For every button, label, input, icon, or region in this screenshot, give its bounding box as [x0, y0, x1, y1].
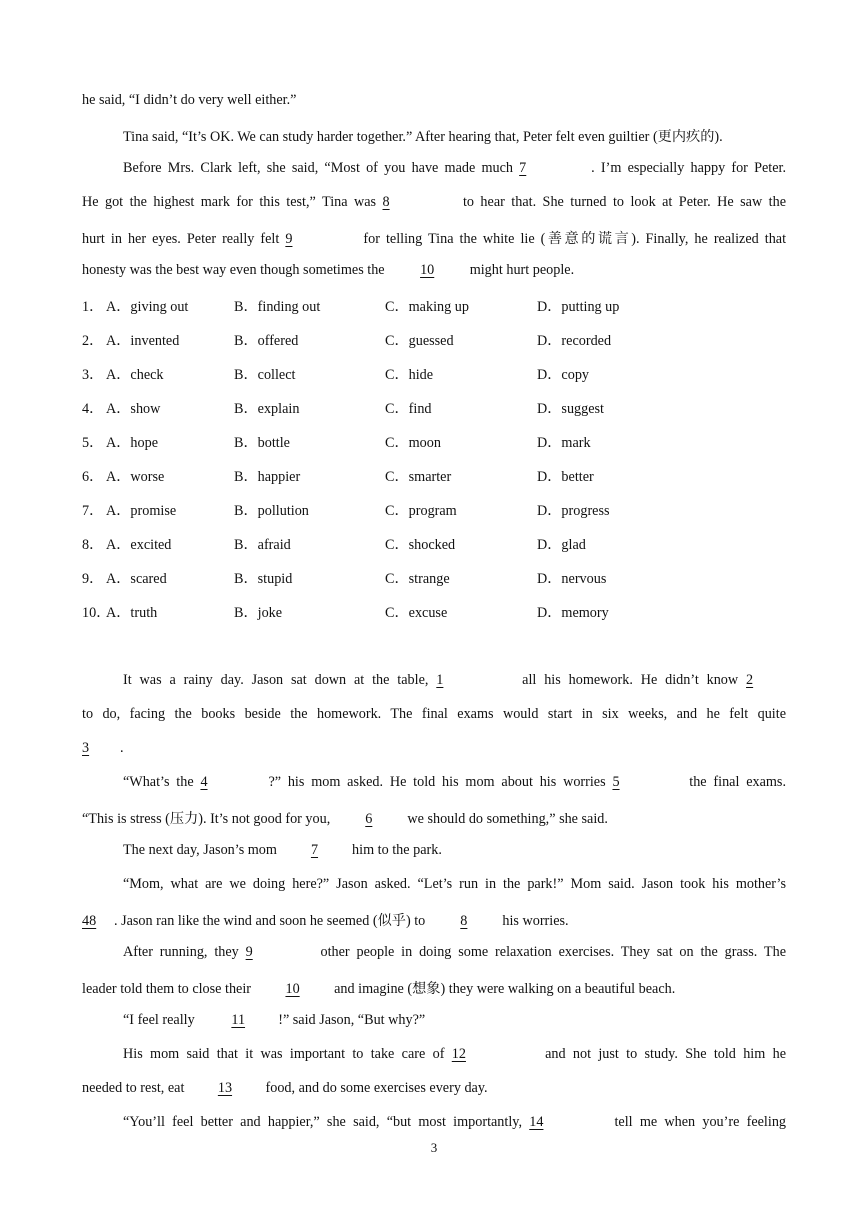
question-number: 5．	[82, 435, 104, 451]
blank: 8	[382, 194, 390, 210]
option-a: A．promise	[106, 503, 177, 519]
passage2-line	[123, 672, 786, 689]
option-a: A．scared	[106, 571, 167, 587]
text-segment: “What’s the	[123, 774, 194, 790]
option-d: D．mark	[537, 435, 591, 451]
option-row	[82, 364, 786, 384]
question-number: 1．	[82, 299, 104, 315]
option-c: C．hide	[385, 367, 434, 383]
passage2-line	[82, 1080, 786, 1097]
option-b: B．joke	[234, 605, 283, 621]
blank: 6	[365, 811, 373, 827]
option-row	[82, 296, 786, 316]
option-c: C．find	[385, 401, 432, 417]
passage2-line: to do, facing the books beside the homework. The final exams would start in six weeks, and he felt quite	[82, 706, 786, 722]
text-segment: . I’m especially happy for Peter.	[591, 160, 787, 176]
option-d: D．copy	[537, 367, 590, 383]
blank: 3	[82, 740, 90, 756]
passage1-line	[82, 228, 786, 248]
option-b: B．afraid	[234, 537, 291, 553]
text-segment: It was a rainy day. Jason sat down at the table,	[123, 672, 429, 688]
option-row	[82, 500, 786, 520]
text-segment: honesty was the best way even though sometimes the	[82, 262, 385, 278]
text-segment: all his homework. He didn’t know	[522, 672, 739, 688]
passage2-line	[123, 774, 786, 791]
passage2-line	[82, 808, 786, 828]
question-number: 4．	[82, 401, 104, 417]
blank: 14	[529, 1114, 544, 1130]
option-b: B．explain	[234, 401, 300, 417]
blank: 9	[285, 231, 293, 247]
blank: 1	[436, 672, 444, 688]
question-number: 3．	[82, 367, 104, 383]
option-d: D．recorded	[537, 333, 612, 349]
text-segment: needed to rest, eat	[82, 1080, 185, 1096]
option-a: A．truth	[106, 605, 158, 621]
text-segment: food, and do some exercises every day.	[265, 1080, 488, 1096]
text-segment: for telling Tina the white lie (善意的谎言). Finally, he realized that	[363, 231, 787, 247]
option-a: A．worse	[106, 469, 165, 485]
blank: 7	[310, 842, 319, 858]
text-segment: to hear that. She turned to look at Peter. He saw the	[462, 194, 786, 210]
text-segment: the final exams.	[689, 774, 787, 790]
option-a: A．show	[106, 401, 161, 417]
option-a: A．check	[106, 367, 164, 383]
passage2-line	[82, 978, 786, 998]
text-segment: and not just to study. She told him he	[545, 1046, 786, 1062]
option-a: A．invented	[106, 333, 180, 349]
option-d: D．memory	[537, 605, 609, 621]
text-segment: might hurt people.	[469, 262, 575, 278]
passage1-line: he said, “I didn’t do very well either.”	[82, 92, 297, 108]
option-d: D．suggest	[537, 401, 604, 417]
option-row	[82, 602, 786, 622]
text-segment: hurt in her eyes. Peter really felt	[82, 231, 280, 247]
passage2-line	[123, 1114, 786, 1131]
option-d: D．putting up	[537, 299, 620, 315]
question-number: 6．	[82, 469, 104, 485]
text-segment: ?” his mom asked. He told his mom about his worries	[268, 774, 606, 790]
option-c: C．excuse	[385, 605, 448, 621]
text-segment: “This is stress (压力). It’s not good for you,	[82, 811, 331, 827]
option-d: D．glad	[537, 537, 586, 553]
option-c: C．moon	[385, 435, 441, 451]
question-number: 8．	[82, 537, 104, 553]
option-row	[82, 398, 786, 418]
option-c: C．strange	[385, 571, 450, 587]
blank: 10	[285, 981, 300, 997]
option-c: C．guessed	[385, 333, 454, 349]
question-number: 7．	[82, 503, 104, 519]
text-segment: his worries.	[502, 913, 569, 929]
question-number: 2．	[82, 333, 104, 349]
option-c: C．program	[385, 503, 457, 519]
option-c: C．making up	[385, 299, 469, 315]
blank: 13	[217, 1080, 233, 1096]
passage1-line	[82, 194, 786, 211]
option-row	[82, 568, 786, 588]
text-segment: After running, they	[123, 944, 239, 960]
text-segment: tell me when you’re feeling	[614, 1114, 787, 1130]
text-segment: His mom said that it was important to take care of	[123, 1046, 445, 1062]
passage2-line	[123, 842, 786, 859]
text-segment: “I feel really	[123, 1012, 195, 1028]
option-b: B．pollution	[234, 503, 309, 519]
option-d: D．progress	[537, 503, 610, 519]
text-segment: He got the highest mark for this test,” Tina was	[82, 194, 377, 210]
option-a: A．giving out	[106, 299, 189, 315]
text-segment: !” said Jason, “But why?”	[278, 1012, 426, 1028]
blank: 12	[451, 1046, 466, 1062]
blank: 8	[460, 913, 468, 929]
option-b: B．collect	[234, 367, 296, 383]
passage2-line	[123, 944, 786, 961]
question-number: 10．	[82, 605, 111, 621]
text-segment: .	[120, 740, 124, 756]
passage2-line	[82, 910, 786, 930]
text-segment: . Jason ran like the wind and soon he seemed (似乎) to	[114, 913, 426, 929]
blank: 5	[612, 774, 620, 790]
passage2-line	[123, 1046, 786, 1063]
option-row	[82, 330, 786, 350]
option-b: B．bottle	[234, 435, 290, 451]
passage2-line: “Mom, what are we doing here?” Jason asked. “Let’s run in the park!” Mom said. Jason took his mother’s	[123, 876, 786, 892]
option-b: B．finding out	[234, 299, 321, 315]
passage1-line: Tina said, “It’s OK. We can study harder together.” After hearing that, Peter felt even guiltier (更内疚的).	[123, 129, 723, 145]
option-b: B．offered	[234, 333, 299, 349]
option-row	[82, 466, 786, 486]
text-segment: other people in doing some relaxation exercises. They sat on the grass. The	[320, 944, 786, 960]
option-b: B．happier	[234, 469, 301, 485]
option-row	[82, 432, 786, 452]
option-b: B．stupid	[234, 571, 293, 587]
text-segment: leader told them to close their	[82, 981, 252, 997]
option-row	[82, 534, 786, 554]
blank: 7	[519, 160, 527, 176]
blank: 10	[420, 262, 435, 278]
text-segment: him to the park.	[352, 842, 442, 858]
passage1-line	[123, 160, 786, 177]
passage2-line	[123, 1012, 786, 1029]
option-c: C．shocked	[385, 537, 456, 553]
passage1-line	[82, 262, 786, 279]
question-number: 9．	[82, 571, 104, 587]
option-a: A．hope	[106, 435, 159, 451]
text-segment: and imagine (想象) they were walking on a beautiful beach.	[334, 981, 676, 997]
blank: 9	[245, 944, 253, 960]
blank: 4	[200, 774, 208, 790]
option-d: D．better	[537, 469, 594, 485]
text-segment: we should do something,” she said.	[407, 811, 608, 827]
text-segment: “You’ll feel better and happier,” she said, “but most importantly,	[123, 1114, 523, 1130]
option-c: C．smarter	[385, 469, 452, 485]
text-segment: Before Mrs. Clark left, she said, “Most of you have made much	[123, 160, 513, 176]
page-number: 3	[430, 1140, 438, 1155]
option-a: A．excited	[106, 537, 172, 553]
blank: 48	[82, 913, 97, 929]
text-segment: The next day, Jason’s mom	[123, 842, 277, 858]
blank: 11	[231, 1012, 246, 1028]
passage2-line	[82, 740, 786, 757]
option-d: D．nervous	[537, 571, 607, 587]
blank: 2	[746, 672, 754, 688]
